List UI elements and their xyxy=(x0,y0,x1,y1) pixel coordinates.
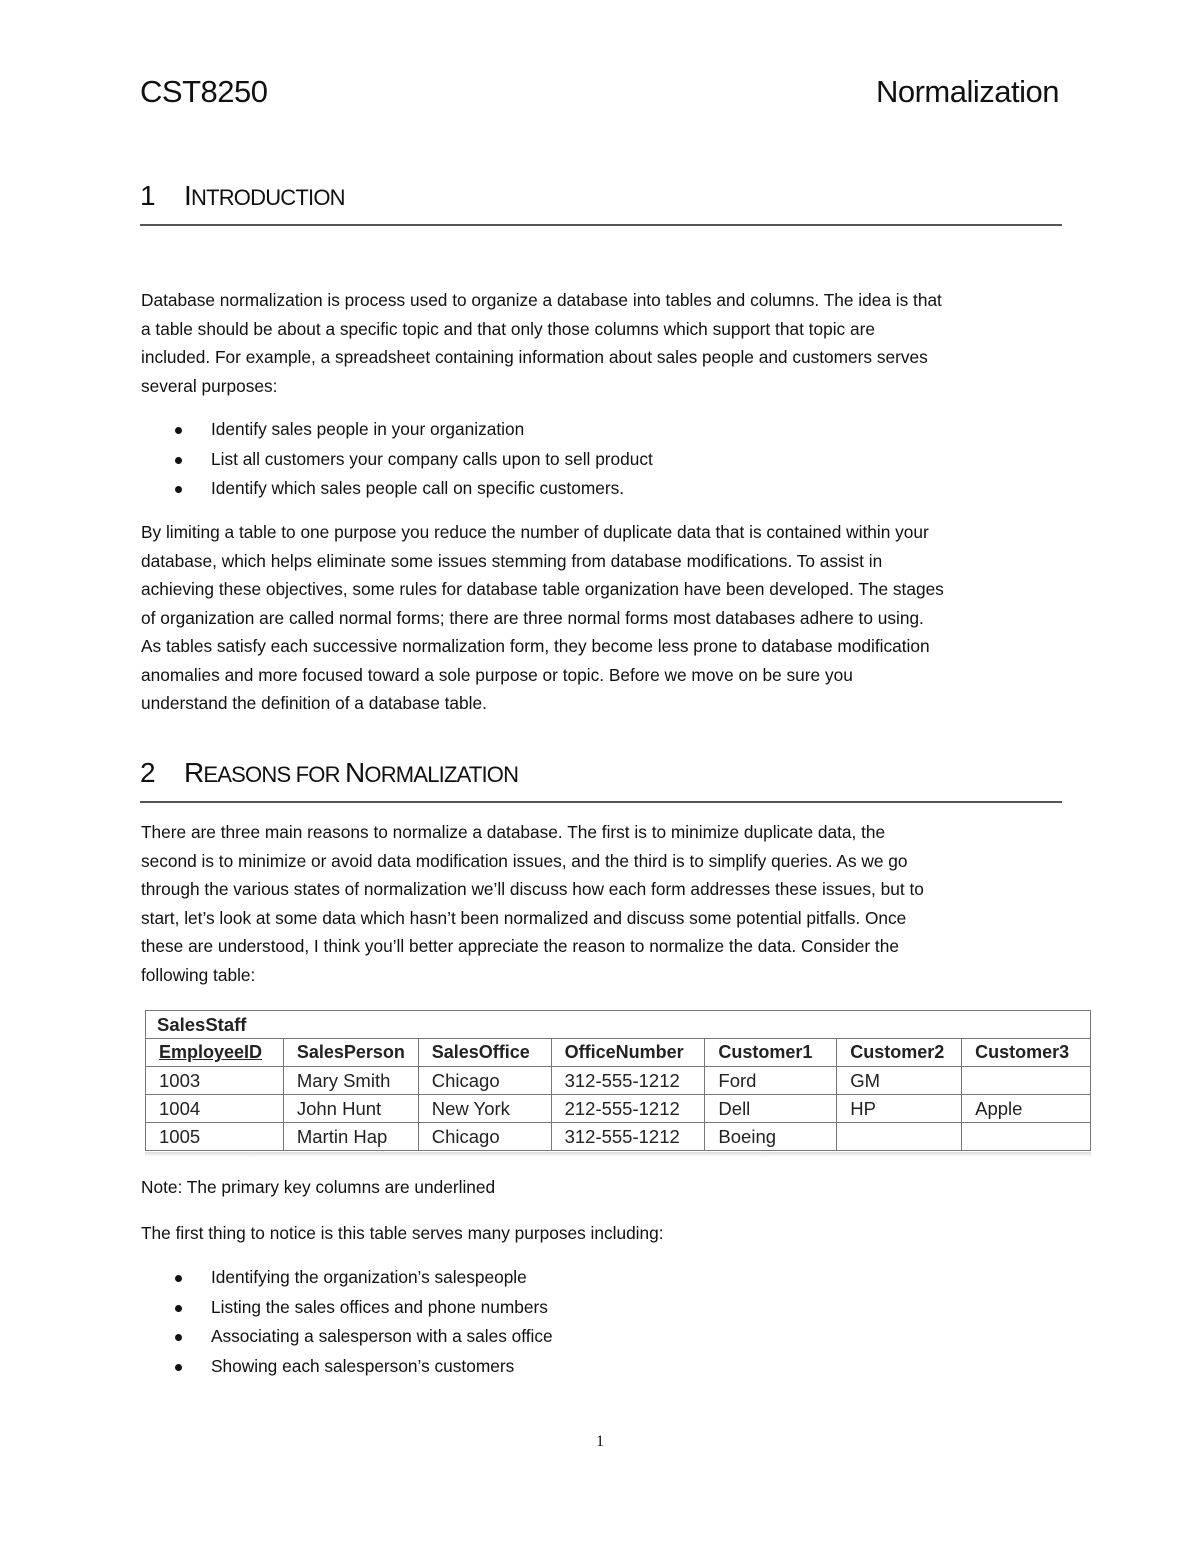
list-item: Listing the sales offices and phone numbers xyxy=(141,1293,1041,1323)
list-item: Identifying the organization’s salespeople xyxy=(141,1263,1041,1293)
table-note xyxy=(141,1177,495,1198)
table-bottom-shadow xyxy=(145,1152,1091,1157)
note-label: Note: xyxy=(141,1177,183,1197)
table-cell: Martin Hap xyxy=(283,1123,418,1151)
table-cell: Apple xyxy=(962,1095,1091,1123)
body-line: database, which helps eliminate some issues stemming from database modifications. To assist in xyxy=(141,550,883,571)
bullet-icon xyxy=(175,457,182,464)
table-caption: SalesStaff xyxy=(146,1011,1091,1039)
bullet-icon xyxy=(175,1305,182,1312)
section-1-heading xyxy=(140,180,1062,226)
body-line: achieving these objectives, some rules for database table organization have been developed. The stages xyxy=(141,579,944,599)
table-cell: 212-555-1212 xyxy=(551,1095,705,1123)
table-cell: Boeing xyxy=(705,1123,837,1151)
section-1-title-initial: I xyxy=(184,180,191,211)
bullet-icon xyxy=(175,1275,182,1282)
bullet-icon xyxy=(175,1364,182,1371)
column-header: SalesPerson xyxy=(283,1039,418,1067)
list-item: Identify sales people in your organization xyxy=(141,415,1041,445)
column-header: Customer2 xyxy=(837,1039,962,1067)
table-caption-row xyxy=(146,1011,1091,1039)
page-number: 1 xyxy=(596,1433,604,1450)
table-row xyxy=(146,1095,1091,1123)
intro-line: included. For example, a spreadsheet containing information about sales people and customers serves xyxy=(141,347,928,367)
intro-line: a table should be about a specific topic and that only those columns which support that topic are xyxy=(141,318,875,339)
column-header: SalesOffice xyxy=(418,1039,551,1067)
body-line: There are three main reasons to normalize a database. The first is to minimize duplicate data, the xyxy=(141,822,886,842)
table-cell: 1005 xyxy=(146,1123,284,1151)
intro-line: several purposes: xyxy=(141,375,278,396)
body-line: understand the definition of a database table. xyxy=(141,693,487,713)
column-header: EmployeeID xyxy=(146,1039,284,1067)
section-2-number: 2 xyxy=(140,757,155,788)
section-1-title-rest: NTRODUCTION xyxy=(190,185,345,210)
body-line: anomalies and more focused toward a sole purpose or topic. Before we move on be sure you xyxy=(141,664,853,685)
table-cell: HP xyxy=(837,1095,962,1123)
purposes-intro: The first thing to notice is this table serves many purposes including: xyxy=(141,1223,664,1243)
body-line: second is to minimize or avoid data modification issues, and the third is to simplify queries. As we go xyxy=(141,850,908,871)
body-line: As tables satisfy each successive normalization form, they become less prone to database modification xyxy=(141,636,930,656)
table-cell: John Hunt xyxy=(283,1095,418,1123)
intro-line: Database normalization is process used to organize a database into tables and columns. The idea is that xyxy=(141,290,942,310)
table-cell: Ford xyxy=(705,1067,837,1095)
body-line: through the various states of normalization we’ll discuss how each form addresses these issues, but to xyxy=(141,879,924,899)
header-course: CST8250 xyxy=(140,74,268,109)
body-line: By limiting a table to one purpose you reduce the number of duplicate data that is contained within your xyxy=(141,522,929,542)
header-topic: Normalization xyxy=(875,74,1059,109)
table-cell xyxy=(962,1067,1091,1095)
table-cell: 1003 xyxy=(146,1067,284,1095)
table-cell: Chicago xyxy=(418,1067,551,1095)
body-line: following table: xyxy=(141,964,256,985)
table-cell: Mary Smith xyxy=(283,1067,418,1095)
column-header: Customer1 xyxy=(705,1039,837,1067)
body-line: start, let’s look at some data which hasn’t been normalized and discuss some potential pitfalls. Once xyxy=(141,907,907,928)
note-text: The primary key columns are underlined xyxy=(182,1177,496,1197)
column-header: OfficeNumber xyxy=(551,1039,705,1067)
bullet-icon xyxy=(175,427,182,434)
table-cell: New York xyxy=(418,1095,551,1123)
table-cell: Chicago xyxy=(418,1123,551,1151)
sales-staff-table xyxy=(145,1010,1091,1151)
body-paragraph xyxy=(141,518,1066,718)
body-line: these are understood, I think you’ll better appreciate the reason to normalize the data. Consider the xyxy=(141,936,899,956)
table-cell: Dell xyxy=(705,1095,837,1123)
bullet-icon xyxy=(175,486,182,493)
intro-paragraph xyxy=(141,286,1066,400)
list-item: Associating a salesperson with a sales office xyxy=(141,1322,1041,1352)
table-cell xyxy=(837,1123,962,1151)
list-item: Showing each salesperson’s customers xyxy=(141,1352,1041,1382)
table-row xyxy=(146,1123,1091,1151)
table-header-row xyxy=(146,1039,1091,1067)
table-cell: 312-555-1212 xyxy=(551,1067,705,1095)
list-item: List all customers your company calls upon to sell product xyxy=(141,445,1041,475)
table-cell: 312-555-1212 xyxy=(551,1123,705,1151)
bullet-icon xyxy=(175,1334,182,1341)
column-header: Customer3 xyxy=(962,1039,1091,1067)
reasons-paragraph xyxy=(141,818,1066,989)
purpose-bullet-list xyxy=(141,415,1041,504)
table-cell: GM xyxy=(837,1067,962,1095)
table-purposes-list xyxy=(141,1263,1041,1382)
table-cell xyxy=(962,1123,1091,1151)
table-row xyxy=(146,1067,1091,1095)
table-cell: 1004 xyxy=(146,1095,284,1123)
body-line: of organization are called normal forms; there are three normal forms most databases adhere to using. xyxy=(141,607,924,628)
list-item: Identify which sales people call on specific customers. xyxy=(141,474,1041,504)
section-1-number: 1 xyxy=(140,180,155,211)
section-2-heading: 2 REASONS FOR NORMALIZATION xyxy=(140,757,1062,803)
